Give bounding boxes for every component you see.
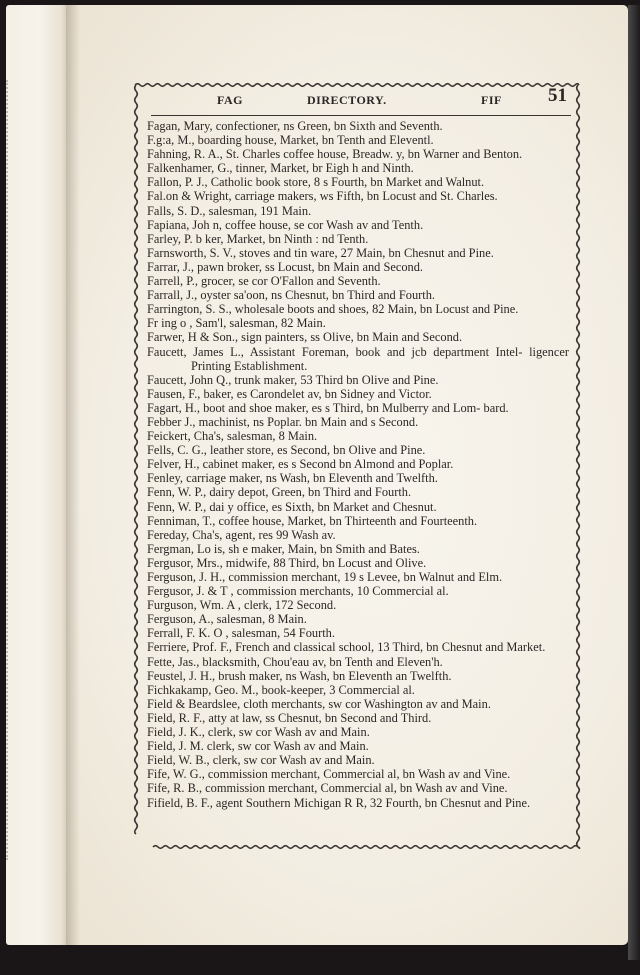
directory-entry: Faucett, John Q., trunk maker, 53 Third bn Olive and Pine. (147, 372, 439, 387)
directory-entry: Fells, C. G., leather store, es Second, bn Olive and Pine. (147, 443, 426, 458)
directory-entry: Fenley, carriage maker, ns Wash, bn Eleventh and Twelfth. (147, 471, 438, 486)
left-wavy-rule (135, 85, 138, 834)
directory-entry: Falkenhamer, G., tinner, Market, br Eigh h and Ninth. (147, 161, 414, 176)
directory-entry: Field, J. M. clerk, sw cor Wash av and Main. (147, 739, 369, 754)
gutter-shadow (66, 5, 80, 945)
directory-entry: Ferguson, J. H., commission merchant, 19 s Levee, bn Walnut and Elm. (147, 570, 503, 584)
running-head-right: FIF (481, 93, 502, 107)
directory-entry: Feickert, Cha's, salesman, 8 Main. (147, 429, 318, 444)
directory-entry: Faucett, James L., Assistant Foreman, book and jcb department Intel- ligencer Printing Establishment. (147, 344, 569, 373)
directory-entry: Field, W. B., clerk, sw cor Wash av and Main. (147, 753, 375, 768)
directory-entry: Fapiana, Joh n, coffee house, se cor Wash av and Tenth. (147, 217, 424, 232)
directory-entry: Farrall, J., oyster sa'oon, ns Chesnut, bn Third and Fourth. (147, 288, 435, 303)
directory-entry: Febber J., machinist, ns Poplar. bn Main and s Second. (147, 414, 419, 429)
right-wavy-rule (577, 85, 580, 847)
directory-entry: Fife, R. B., commission merchant, Commercial al, bn Wash av and Vine. (147, 781, 508, 796)
directory-entry: Fette, Jas., blacksmith, Chou'eau av, bn Tenth and Eleven'h. (147, 654, 443, 669)
book-cover-edge (628, 5, 640, 960)
directory-entry: Fenn, W. P., dairy depot, Green, bn Third and Fourth. (147, 485, 412, 500)
directory-entry: Field, J. K., clerk, sw cor Wash av and Main. (147, 725, 370, 740)
directory-entry: Furguson, Wm. A , clerk, 172 Second. (147, 598, 337, 613)
directory-entry: Fahning, R. A., St. Charles coffee house, Breadw. y, bn Warner and Benton. (147, 147, 523, 162)
running-header (153, 85, 567, 111)
directory-entry: Fallon, P. J., Catholic book store, 8 s Fourth, bn Market and Walnut. (147, 175, 485, 190)
directory-entry: Farrington, S. S., wholesale boots and shoes, 82 Main, bn Locust and Pine. (147, 302, 519, 317)
directory-entry: Fenniman, T., coffee house, Market, bn Thirteenth and Fourteenth. (147, 513, 478, 528)
directory-entry: Felver, H., cabinet maker, es s Second bn Almond and Poplar. (147, 457, 454, 472)
directory-entry: F.g:a, M., boarding house, Market, bn Tenth and Eleventl. (147, 133, 434, 148)
directory-entry: Fifield, B. F., agent Southern Michigan R R, 32 Fourth, bn Chesnut and Pine. (147, 795, 531, 810)
directory-entry: Feustel, J. H., brush maker, ns Wash, bn Eleventh an Twelfth. (147, 668, 452, 683)
directory-entry: Fenn, W. P., dai y office, es Sixth, bn Market and Chesnut. (147, 499, 437, 514)
directory-entry: Farnsworth, S. V., stoves and tin ware, 27 Main, bn Chesnut and Pine. (147, 245, 494, 260)
header-rule (151, 115, 571, 116)
directory-entry: Farwer, H & Son., sign painters, ss Olive, bn Main and Second. (147, 330, 463, 345)
directory-entry: Fergusor, J. & T , commission merchants, 10 Commercial al. (147, 584, 449, 599)
directory-entry: Fal.on & Wright, carriage makers, ws Fifth, bn Locust and St. Charles. (147, 189, 498, 204)
directory-entry: Farley, P. b ker, Market, bn Ninth : nd Tenth. (147, 231, 369, 246)
facing-page-edge (6, 5, 66, 945)
directory-entry: Fagart, H., boot and shoe maker, es s Third, bn Mulberry and Lom- bard. (147, 400, 509, 415)
directory-entries (147, 119, 569, 810)
directory-entry: Falls, S. D., salesman, 191 Main. (147, 203, 312, 218)
directory-entry: Fr ing o , Sam'l, salesman, 82 Main. (147, 316, 326, 331)
directory-entry: Fergusor, Mrs., midwife, 88 Third, bn Locust and Olive. (147, 555, 427, 570)
directory-entry: Fergman, Lo is, sh e maker, Main, bn Smith and Bates. (147, 541, 420, 556)
directory-entry: Fagan, Mary, confectioner, ns Green, bn Sixth and Seventh. (147, 119, 443, 133)
directory-entry: Fereday, Cha's, agent, res 99 Wash av. (147, 527, 336, 542)
directory-entry: Ferrall, F. K. O , salesman, 54 Fourth. (147, 626, 335, 641)
bottom-wavy-rule (153, 846, 580, 849)
running-head-title: DIRECTORY. (307, 93, 387, 107)
ornamental-frame (133, 82, 581, 850)
running-head-left: FAG (217, 93, 243, 107)
page-number: 51 (548, 85, 567, 106)
page-edge-marks (6, 80, 12, 860)
directory-entry: Farrar, J., pawn broker, ss Locust, bn Main and Second. (147, 259, 424, 274)
directory-entry: Field & Beardslee, cloth merchants, sw cor Washington av and Main. (147, 696, 491, 711)
directory-entry: Ferriere, Prof. F., French and classical school, 13 Third, bn Chesnut and Market. (147, 640, 546, 655)
directory-entry: Fausen, F., baker, es Carondelet av, bn Sidney and Victor. (147, 386, 432, 401)
directory-entry: Farrell, P., grocer, se cor O'Fallon and Seventh. (147, 274, 381, 289)
directory-entry: Fife, W. G., commission merchant, Commercial al, bn Wash av and Vine. (147, 767, 511, 782)
directory-entry: Field, R. F., atty at law, ss Chesnut, bn Second and Third. (147, 710, 432, 725)
directory-entry: Fichkakamp, Geo. M., book-keeper, 3 Commercial al. (147, 682, 415, 697)
directory-entry: Ferguson, A., salesman, 8 Main. (147, 612, 307, 627)
